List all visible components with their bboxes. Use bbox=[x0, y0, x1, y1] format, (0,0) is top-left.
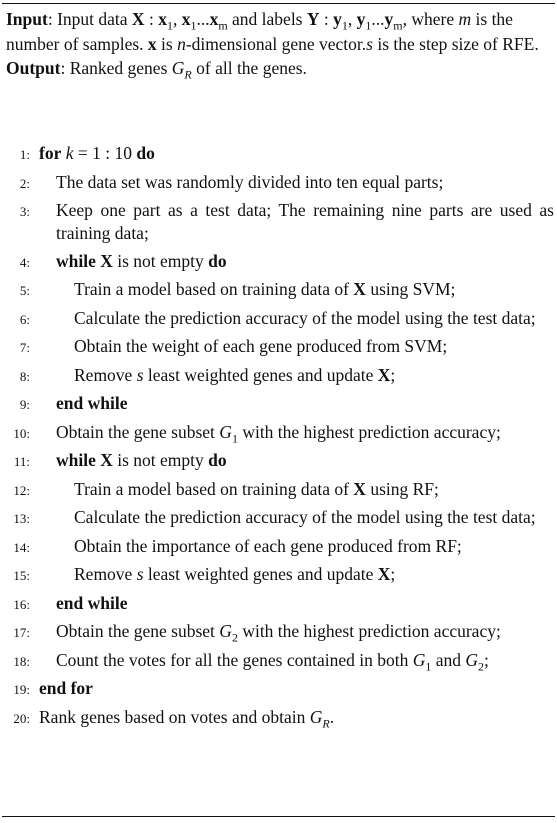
algo-line bbox=[6, 421, 554, 445]
output-description: Output: Ranked genes $G_R$ of all the genes. bbox=[6, 58, 307, 82]
line-text: Train a model based on training data of X using SVM; bbox=[74, 279, 456, 299]
algo-line bbox=[6, 171, 554, 195]
line-number: 4: bbox=[19, 254, 30, 270]
algo-line bbox=[6, 250, 554, 274]
algo-line bbox=[6, 142, 554, 166]
algo-line bbox=[6, 592, 554, 616]
algo-line bbox=[6, 278, 554, 302]
line-text: Calculate the prediction accuracy of the model using the test data; bbox=[74, 507, 536, 527]
algo-line bbox=[6, 392, 554, 416]
line-number: 15: bbox=[13, 568, 30, 583]
bottom-rule bbox=[2, 816, 555, 817]
algo-line bbox=[6, 335, 554, 359]
line-text: Keep one part as a test data; The remaining nine parts are used as training data; bbox=[56, 200, 554, 243]
line-number: 9: bbox=[19, 397, 30, 412]
line-number: 14: bbox=[13, 539, 30, 555]
line-number: 20: bbox=[13, 710, 30, 726]
algo-line bbox=[6, 563, 554, 587]
line-number: 17: bbox=[13, 625, 30, 640]
top-rule bbox=[2, 3, 555, 4]
algo-line bbox=[6, 449, 554, 473]
algo-line bbox=[6, 364, 554, 388]
line-text: Count the votes for all the genes contained in both $G_1$ and $G_2$; bbox=[56, 649, 489, 673]
line-text: end while bbox=[56, 592, 128, 613]
algo-line bbox=[6, 620, 554, 644]
algo-line bbox=[6, 478, 554, 502]
line-text: Train a model based on training data of X using RF; bbox=[74, 478, 439, 499]
line-number: 7: bbox=[19, 340, 30, 355]
input-label: Input bbox=[6, 9, 48, 29]
line-text: Remove s least weighted genes and update X; bbox=[74, 364, 396, 385]
line-number: 3: bbox=[19, 204, 30, 219]
line-text: The data set was randomly divided into ten equal parts; bbox=[56, 171, 444, 192]
line-number: 11: bbox=[13, 454, 30, 469]
line-text: Obtain the gene subset $G_1$ with the highest prediction accuracy; bbox=[56, 421, 501, 445]
line-number: 5: bbox=[19, 283, 30, 298]
line-text: for k = 1 : 10 do bbox=[39, 143, 155, 163]
line-text: Remove s least weighted genes and update X; bbox=[74, 564, 396, 584]
line-text: Obtain the gene subset $G_2$ with the highest prediction accuracy; bbox=[56, 621, 501, 645]
line-number: 13: bbox=[13, 511, 30, 526]
algorithm-header bbox=[6, 7, 554, 81]
algo-line bbox=[6, 535, 554, 559]
algo-line bbox=[6, 677, 554, 701]
algo-line bbox=[6, 506, 554, 530]
algo-line bbox=[6, 706, 554, 730]
line-number: 1: bbox=[19, 147, 30, 162]
line-text: end for bbox=[39, 678, 93, 698]
line-number: 12: bbox=[13, 482, 30, 498]
line-text: Obtain the weight of each gene produced from SVM; bbox=[74, 336, 448, 356]
line-number: 16: bbox=[13, 596, 30, 612]
line-text: Rank genes based on votes and obtain $G_R$. bbox=[39, 706, 335, 730]
algo-line bbox=[6, 649, 554, 673]
line-text: while X is not empty do bbox=[56, 450, 227, 470]
algorithm-body bbox=[6, 142, 554, 734]
algo-line bbox=[6, 307, 554, 331]
line-number: 10: bbox=[13, 425, 30, 441]
line-text: while X is not empty do bbox=[56, 250, 227, 271]
line-number: 19: bbox=[13, 682, 30, 697]
line-number: 18: bbox=[13, 653, 30, 669]
line-text: Calculate the prediction accuracy of the model using the test data; bbox=[74, 307, 536, 328]
line-number: 2: bbox=[19, 175, 30, 191]
line-text: Obtain the importance of each gene produced from RF; bbox=[74, 535, 462, 556]
line-text: end while bbox=[56, 393, 128, 413]
algo-line bbox=[6, 199, 554, 245]
output-label: Output bbox=[6, 58, 61, 78]
line-number: 6: bbox=[19, 311, 30, 327]
line-number: 8: bbox=[19, 368, 30, 384]
input-description: Input: Input data X : $x_1$, $x_1...x_m$ and labels Y : $y_1$, $y_1...y_m$, where m is the number of samples. x is n-dimensional gene vector.s is the step size of RFE. bbox=[6, 9, 539, 54]
